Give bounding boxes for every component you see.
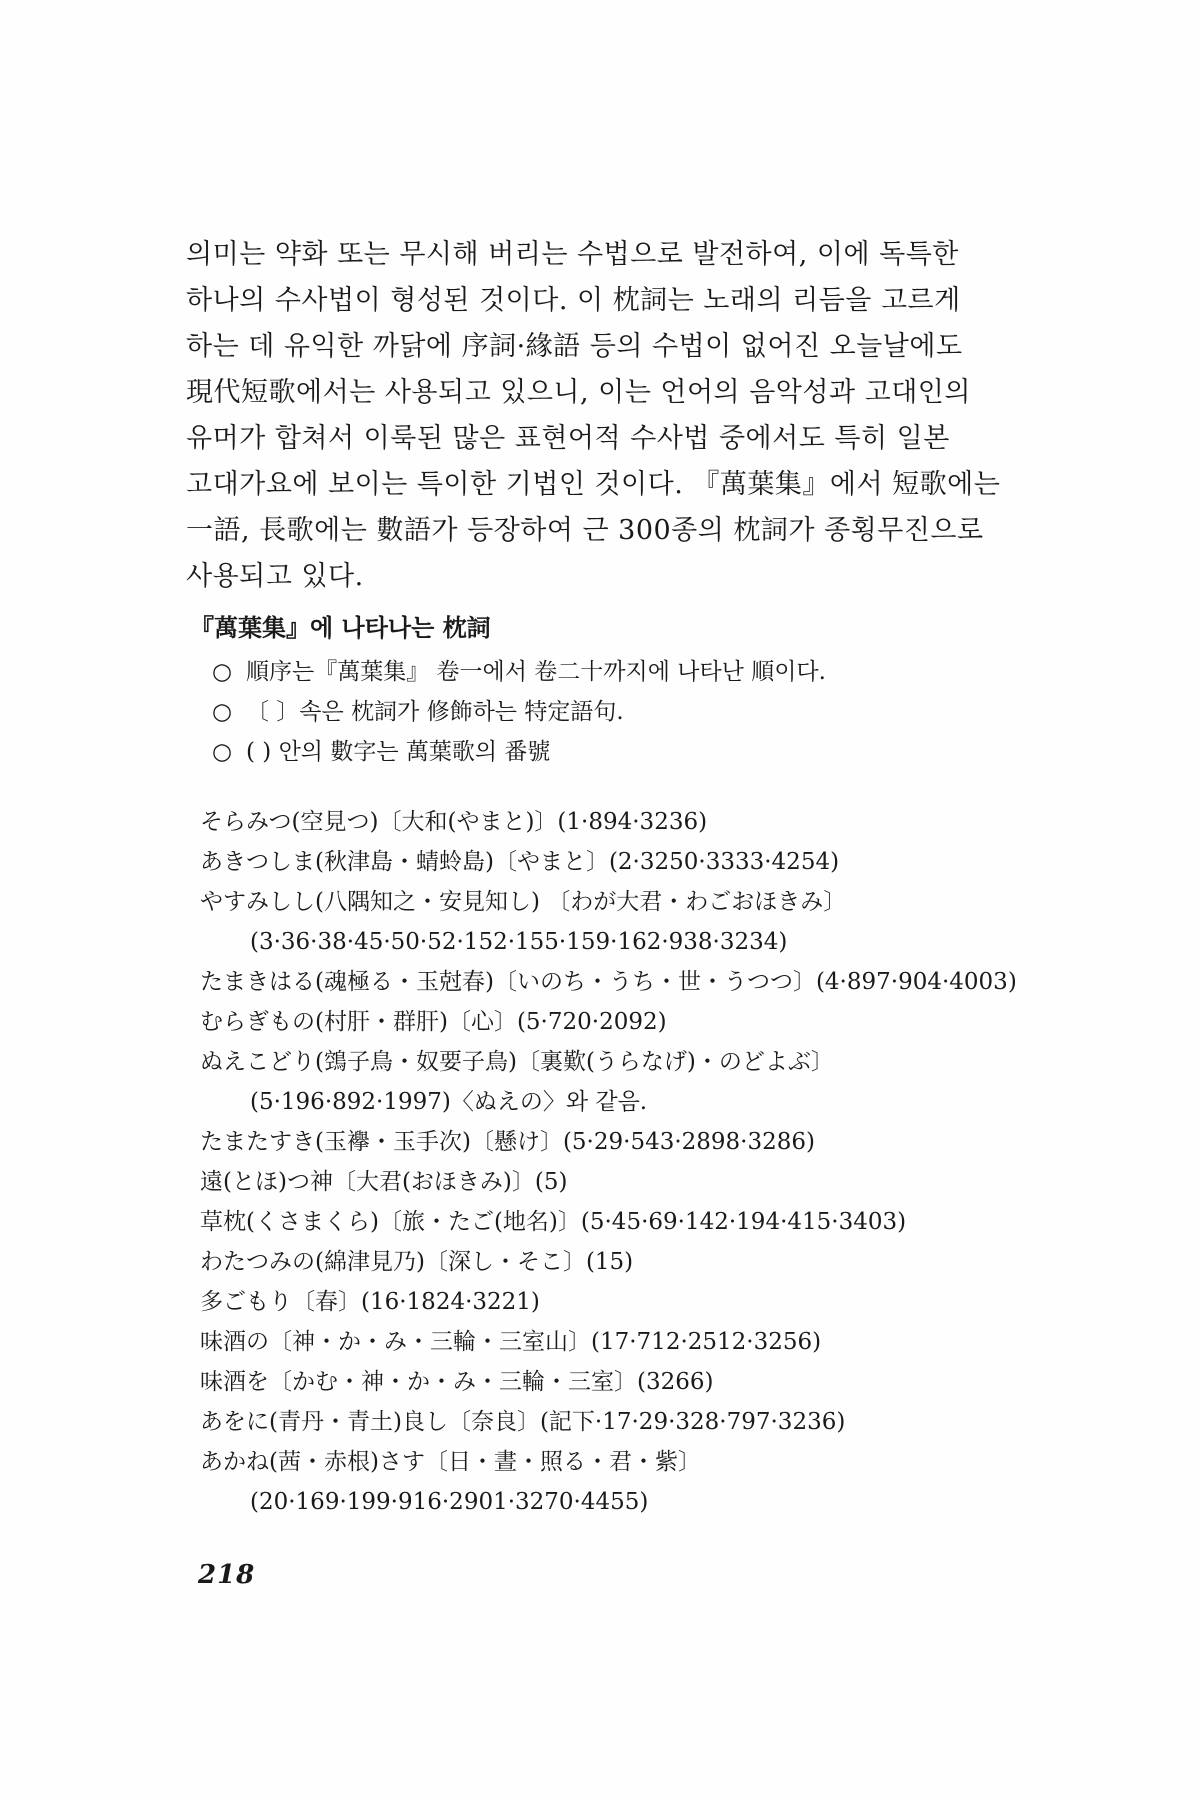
intro-line: 하는 데 유익한 까닭에 序詞·緣語 등의 수법이 없어진 오늘날에도 xyxy=(186,331,963,362)
list-item: あをに(青丹・青土)良し〔奈良〕(記下·17·29·328·797·3236) xyxy=(200,1409,846,1435)
section-header xyxy=(190,608,990,772)
list-item: やすみしし(八隅知之・安見知し) 〔わが大君・わごおほきみ〕 (3·36·38·45·50·52·152·155·159·162·938·3234) xyxy=(200,889,847,955)
intro-line: 고대가요에 보이는 특이한 기법인 것이다. 『萬葉集』에서 短歌에는 xyxy=(186,469,1001,500)
intro-line: 하나의 수사법이 형성된 것이다. 이 枕詞는 노래의 리듬을 고르게 xyxy=(186,285,961,316)
intro-line: 의미는 약화 또는 무시해 버리는 수법으로 발전하여, 이에 독특한 xyxy=(186,239,959,270)
list-item: 味酒の〔神・か・み・三輪・三室山〕(17·712·2512·3256) xyxy=(200,1329,822,1355)
list-item: 味酒を〔かむ・神・か・み・三輪・三室〕(3266) xyxy=(200,1369,714,1395)
list-item: むらぎもの(村肝・群肝)〔心〕(5·720·2092) xyxy=(200,1009,667,1035)
makurakotoba-list xyxy=(200,802,1030,1522)
list-item: わたつみの(綿津見乃)〔深し・そこ〕(15) xyxy=(200,1249,634,1275)
list-item: ぬえこどり(鵼子鳥・奴要子鳥)〔裏歎(うらなげ)・のどよぶ〕 (5·196·892·1997)〈ぬえの〉와 같음. xyxy=(200,1049,834,1115)
list-item: 遠(とほ)つ神〔大君(おほきみ)〕(5) xyxy=(200,1169,568,1195)
intro-line: 사용되고 있다. xyxy=(186,561,364,592)
circle-bullet-icon: ○ xyxy=(212,699,233,725)
note-item xyxy=(190,652,990,692)
note-text: 順序는『萬葉集』 卷一에서 卷二十까지에 나타난 順이다. xyxy=(246,659,826,685)
note-item xyxy=(190,732,990,772)
intro-line: 유머가 합쳐서 이룩된 많은 표현어적 수사법 중에서도 특히 일본 xyxy=(186,423,950,454)
intro-paragraph xyxy=(186,232,1026,600)
list-item: たまきはる(魂極る・玉尅春)〔いのち・うち・世・うつつ〕(4·897·904·4003) xyxy=(200,969,1017,995)
note-text: ( ) 안의 數字는 萬葉歌의 番號 xyxy=(246,739,551,765)
circle-bullet-icon: ○ xyxy=(212,739,233,765)
list-item: 多ごもり〔春〕(16·1824·3221) xyxy=(200,1289,540,1315)
section-title: 『萬葉集』에 나타나는 枕詞 xyxy=(190,613,491,642)
page-number: 218 xyxy=(198,1560,256,1590)
intro-line: 一語, 長歌에는 數語가 등장하여 근 300종의 枕詞가 종횡무진으로 xyxy=(186,515,984,546)
list-item: 草枕(くさまくら)〔旅・たご(地名)〕(5·45·69·142·194·415·3403) xyxy=(200,1209,907,1235)
note-text: 〔 〕속은 枕詞가 修飾하는 特定語句. xyxy=(246,699,624,725)
list-item: あかね(茜・赤根)さす〔日・晝・照る・君・紫〕 (20·169·199·916·2901·3270·4455) xyxy=(200,1449,701,1515)
circle-bullet-icon: ○ xyxy=(212,659,233,685)
list-item: たまたすき(玉襷・玉手次)〔懸け〕(5·29·543·2898·3286) xyxy=(200,1129,816,1155)
intro-line: 現代短歌에서는 사용되고 있으니, 이는 언어의 음악성과 고대인의 xyxy=(186,377,971,408)
note-item xyxy=(190,692,990,732)
list-item: あきつしま(秋津島・蜻蛉島)〔やまと〕(2·3250·3333·4254) xyxy=(200,849,840,875)
list-item: そらみつ(空見つ)〔大和(やまと)〕(1·894·3236) xyxy=(200,809,708,835)
